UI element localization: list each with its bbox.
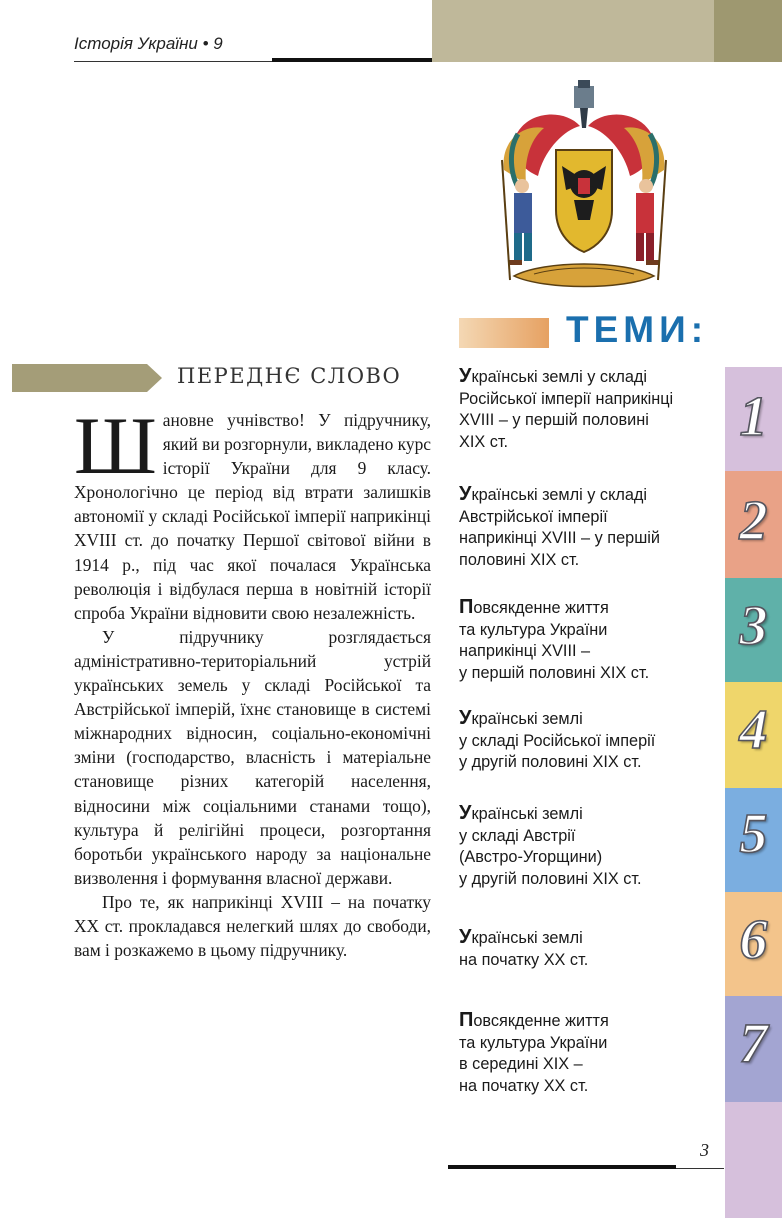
drop-cap: Ш bbox=[74, 400, 157, 491]
foreword-paragraph-2: У підручнику розглядається адміністративно-територіальний устрій українських земель у складі Російської та Австрійської імперій, їхнє становище в системі міжнародних відносин, соціально-економічні зміни (господарство, власність і матеріальне становище різних категорій населення, відносини між соціальними станами тощо), культура й релігійні процеси, розгортання боротьби українського народу за національне визволення і формування власної держави. bbox=[74, 626, 431, 888]
tab-6[interactable]: 6 bbox=[725, 892, 782, 996]
running-header-title: Історія України • 9 bbox=[74, 34, 223, 53]
topic-2[interactable]: Українські землі у складі Австрійської імперії наприкінці XVIII – у першій половині XIX ст. bbox=[459, 483, 660, 569]
footer-rule-bold bbox=[448, 1165, 676, 1169]
header-rule-bold bbox=[272, 58, 432, 62]
topic-3[interactable]: Повсякденне життя та культура України наприкінці XVIII – у першій половині XIX ст. bbox=[459, 596, 650, 682]
header-color-band-dark bbox=[714, 0, 782, 62]
themes-heading: ТЕМИ: bbox=[566, 309, 709, 350]
header-color-band bbox=[432, 0, 714, 62]
topic-1[interactable]: Українські землі у складі Російської імперії наприкінці XVIII – у першій половині XIX ст. bbox=[459, 365, 674, 451]
tab-filler bbox=[725, 1102, 782, 1218]
topic-7[interactable]: Повсякденне життя та культура України в середині XIX – на початку XX ст. bbox=[459, 1009, 609, 1095]
tab-5[interactable]: 5 bbox=[725, 788, 782, 892]
topic-5[interactable]: Українські землі у складі Австрії (Австро-Угорщини) у другій половині XIX ст. bbox=[459, 802, 642, 888]
tab-3[interactable]: 3 bbox=[725, 578, 782, 682]
topic-6[interactable]: Українські землі на початку XX ст. bbox=[459, 926, 589, 969]
themes-heading-bar bbox=[459, 318, 549, 348]
foreword-text bbox=[74, 400, 431, 962]
foreword-paragraph-1: Шановне учнівство! У підручнику, який ви розгорнули, викладено курс історії України для 9 класу. Хронологічно це період від втрати залишків автономії у складі Російської імперії наприкінці XVIII ст. до початку Першої світової війни в 1914 р., під час якої почалася Українська революція і відбулася перша в новітній історії спроба України відновити свою незалежність. bbox=[74, 400, 431, 623]
foreword-title: ПЕРЕДНЄ СЛОВО bbox=[177, 364, 402, 388]
coat-of-arms-image bbox=[494, 80, 674, 296]
tab-1[interactable]: 1 bbox=[725, 367, 782, 471]
tab-2[interactable]: 2 bbox=[725, 471, 782, 578]
foreword-paragraph-3: Про те, як наприкінці XVIII – на початку XX ст. прокладався нелегкий шлях до свободи, вам і розкажемо в цьому підручнику. bbox=[74, 891, 431, 961]
topic-4[interactable]: Українські землі у складі Російської імперії у другій половині XIX ст. bbox=[459, 707, 656, 771]
tab-7[interactable]: 7 bbox=[725, 996, 782, 1102]
foreword-arrow-marker bbox=[12, 364, 162, 392]
page-number: 3 bbox=[700, 1140, 709, 1160]
tab-4[interactable]: 4 bbox=[725, 682, 782, 788]
